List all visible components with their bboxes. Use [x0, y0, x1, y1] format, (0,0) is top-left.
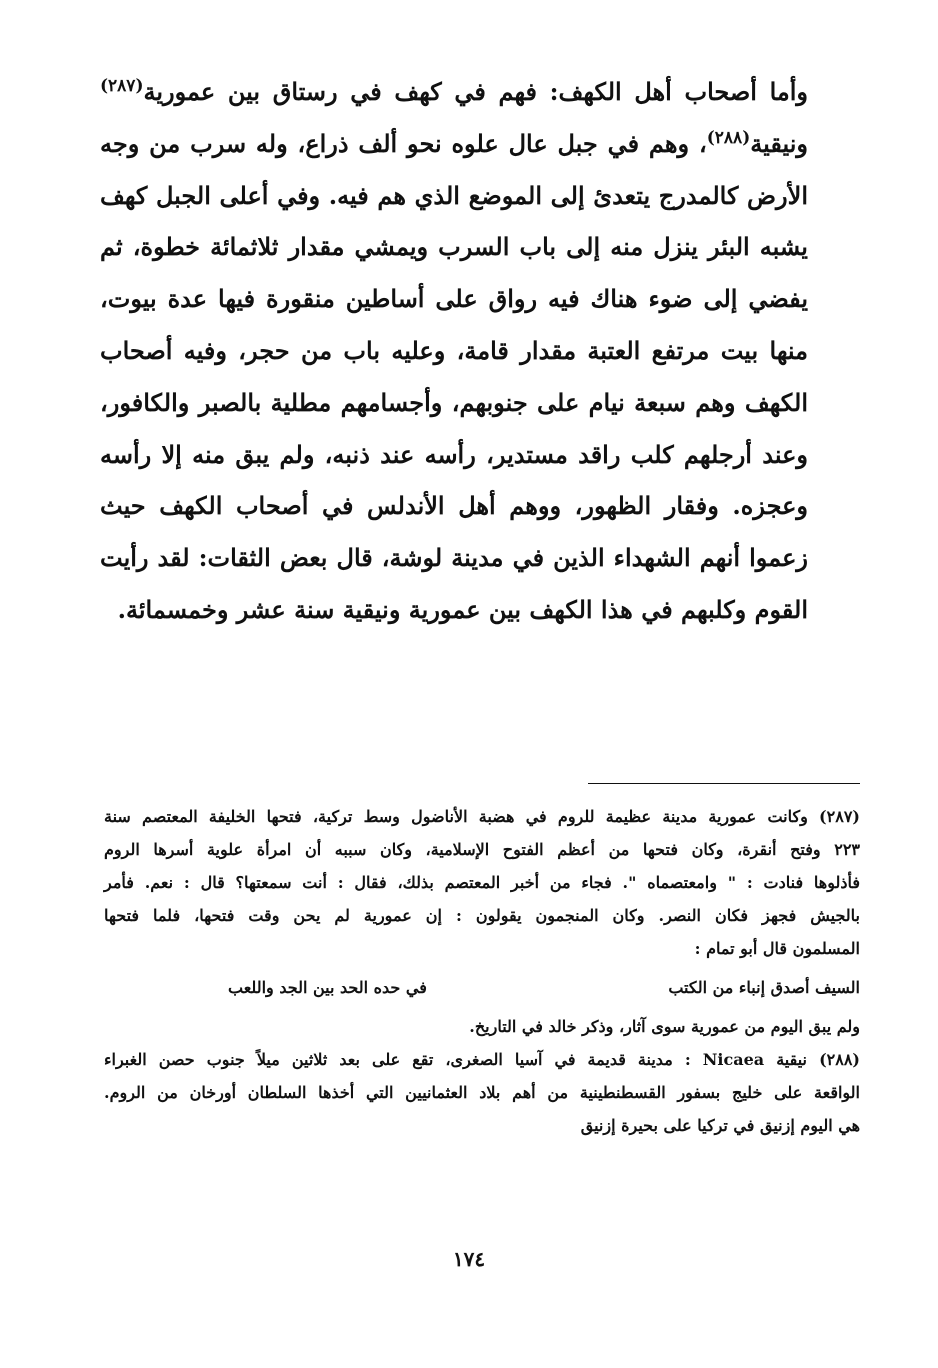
footnote-line: (٢٨٧) وكانت عمورية مدينة عظيمة للروم في هضبة الأناضول وسط تركية، فتحها الخليفة المعتصم سنة — [104, 807, 860, 826]
main-paragraph — [100, 66, 808, 636]
footnote-ref-288: (٢٨٨) — [706, 127, 751, 148]
footnote-288 — [104, 1043, 860, 1142]
footnote-line: ٢٢٣ وفتح أنقرة، وكان فتحها من أعظم الفتوح الإسلامية، وكان سببه أن امرأة علوية أسرها الروم — [104, 840, 860, 859]
poem-verse — [104, 971, 860, 1004]
footnote-line: الواقعة على خليج بسفور القسطنطينية من أهم بلاد العثمانيين التي أخذها السلطان أورخان من الروم. — [104, 1083, 860, 1102]
footnotes — [104, 800, 860, 1142]
footnote-ref-287: (٢٨٧) — [100, 76, 144, 96]
verse-first-hemistich: السيف أصدق إنباء من الكتب — [668, 978, 860, 997]
footnote-line: هي اليوم إزنيق في تركيا على بحيرة إزنيق — [580, 1116, 860, 1135]
verse-second-hemistich: في حده الحد بين الجد واللعب — [228, 978, 427, 997]
paragraph-text-2: ونيقية — [750, 128, 808, 158]
footnote-line: (٢٨٨) نيقية Nicaea : مدينة قديمة في آسيا الصغرى، تقع على بعد ثلاثين ميلاً جنوب حصن الغبراء — [104, 1050, 860, 1069]
footnote-line: ولم يبق اليوم من عمورية سوى آثار، وذكر خالد في التاريخ. — [469, 1017, 860, 1036]
paragraph-heading: وأما أصحاب أهل الكهف: — [549, 77, 809, 106]
footnote-line: المسلمون قال أبو تمام : — [694, 939, 860, 958]
paragraph-text-3: ، وهم في جبل عال علوه نحو ألف ذراع، وله سرب من وجه الأرض كالمدرج يتعدئ إلى الموضع الذي هم فيه. وفي أعلى الجبل كهف يشبه البئر ينزل منه إلى باب السرب ويمشي مقدار ثلاثمائة خطوة، ثم يفضي إلى ضوء هناك فيه رواق على أساطين منقورة فيها عدة بيوت، منها بيت مرتفع العتبة مقدار قامة، وعليه باب من حجر، وفيه أصحاب الكهف وهم سبعة نيام على جنوبهم، وأجسامهم مطلية بالصبر والكافور، وعند أرجلهم كلب راقد مستدير، رأسه عند ذنبه، ولم يبق منه إلا رأسه وعجزه. وفقار الظهور، ووهم أهل الأندلس في أصحاب الكهف حيث زعموا أنهم الشهداء الذين في مدينة لوشة، قال بعض الثقات: لقد رأيت القوم وكلبهم في هذا الكهف بين عمورية ونيقية سنة عشر وخمسمائة. — [100, 128, 808, 624]
footnote-separator — [588, 783, 860, 784]
footnote-287 — [104, 800, 860, 1043]
paragraph-text-1: فهم في كهف في رستاق بين عمورية — [143, 77, 550, 106]
page-number: ١٧٤ — [452, 1247, 486, 1271]
footnote-line: بالجيش فجهز فكان النصر. وكان المنجمون يقولون : إن عمورية لم يحن وقت فتحها، فلما فتحها — [104, 906, 860, 925]
footnote-line: فأذلوها فنادت : " وامعتصماه ". فجاء من أخبر المعتصم بذلك، فقال : أنت سمعتها؟ قال : نعم. فأمر — [104, 873, 860, 892]
